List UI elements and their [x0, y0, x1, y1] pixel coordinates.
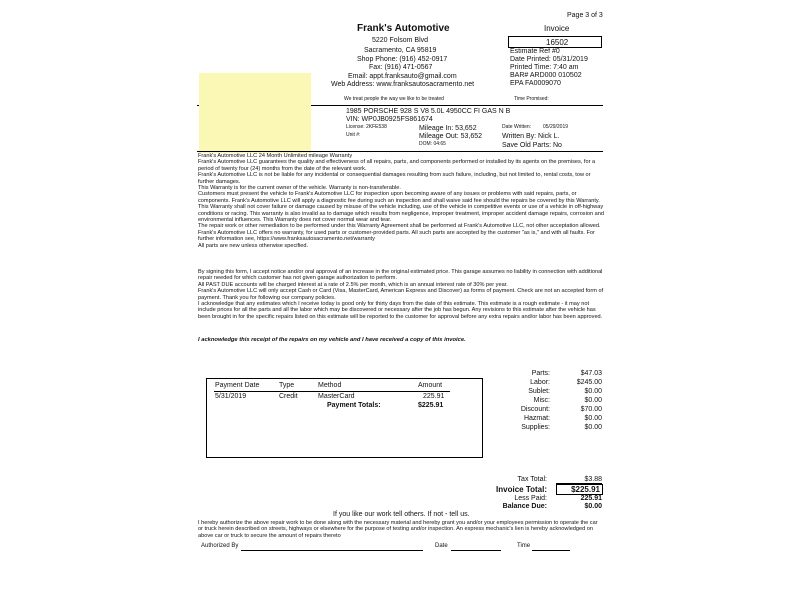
summary-label: Supplies: [521, 424, 550, 431]
payment-amount: 225.91 [423, 393, 445, 400]
warranty-line: Frank's Automotive LLC is not be liable for any incidental or consequential damages resulting from such failure, including, but not limited to, rental costs, tow or further damages. [198, 172, 591, 185]
authorize-repair-text: I hereby authorize the above repair work to be done along with the necessary material and hereby grant you and/or your employees permission to operate the car or truck herein described on streets, highways or elsewhere for the purpose of testing and/or inspection. An express mechanic's lien is hereby acknowledged on above car or truck to secure the amount of repairs thereto [198, 520, 598, 539]
date-written-label: Date Written: [502, 124, 532, 130]
summary-value: $70.00 [580, 406, 602, 413]
summary-value: $245.00 [576, 379, 602, 386]
payment-type-header: Type [279, 382, 295, 389]
warranty-line: This Warranty shall not cover failure or damage caused by misuse of the vehicle including, use of the vehicle in competitive events or use of a vehicle in off-highway conditions or racing. This warranty is also invalid as to damage which results from negligence, improper treatment, improper accident damage repairs, corrosion and environmental influences. This Warranty does not cover normal wear and tear. [198, 204, 604, 224]
summary-label: Hazmat: [523, 415, 550, 422]
payment-type: Credit [279, 393, 298, 400]
summary-value: $47.03 [580, 370, 602, 377]
less-paid-value: 225.91 [580, 495, 602, 502]
payment-date: 5/31/2019 [215, 393, 247, 400]
summary-value: $0.00 [584, 424, 602, 431]
less-paid-label: Less Paid: [514, 495, 547, 502]
authorized-by-line[interactable] [241, 550, 423, 551]
tell-others: If you like our work tell others. If not - tell us. [333, 511, 470, 518]
time-promised-label: Time Promised: [514, 96, 549, 102]
shop-address-line2: Sacramento, CA 95819 [364, 47, 437, 54]
page-number: Page 3 of 3 [567, 12, 603, 19]
vehicle-license: License: 2KFE538 [346, 124, 387, 130]
shop-website: Web Address: www.franksautosacramento.net [331, 81, 475, 88]
summary-label: Parts: [531, 370, 550, 377]
date-printed: Date Printed: 05/31/2019 [510, 56, 588, 63]
invoice-total-box [556, 484, 603, 495]
shop-tagline: We treat people the way we like to be treated [344, 96, 444, 102]
summary-value: $0.00 [584, 415, 602, 422]
mileage-out: Mileage Out: 53,652 [419, 133, 483, 140]
invoice-number-box [508, 36, 602, 48]
payment-totals-label: Payment Totals: [327, 402, 381, 409]
payment-amount-header: Amount [418, 382, 443, 389]
estimate-ref: Estimate Ref #0 [510, 48, 560, 55]
balance-due-label: Balance Due: [502, 503, 547, 510]
list-item [496, 379, 602, 387]
list-item [496, 406, 602, 414]
tax-total-label: Tax Total: [517, 476, 547, 483]
time-line[interactable] [532, 550, 570, 551]
list-item [496, 388, 602, 396]
invoice-number: 16502 [546, 38, 569, 47]
warranty-line: Frank's Automotive LLC offers no warranty, for used parts or customer-provided parts. All such parts are accepted by the customer "as is," and with all faults. For further information see, https://www.franksautosacramento.net/warranty [198, 229, 595, 243]
authorization-line: Frank's Automotive LLC will only accept Cash or Card (Visa, MasterCard, American Express and Discover) as forms of payment. Check are not an accepted form of payment. Thank you for following our company policies. [198, 288, 604, 301]
authorization-line: All PAST DUE accounts will be charged interest at a rate of 2.5% per month, which is an annual interest rate of 30% per year. [198, 281, 508, 288]
invoice-total-value: $225.91 [571, 485, 600, 494]
warranty-line: Frank's Automotive LLC guarantees the quality and effectiveness of all repairs, parts, and components performed or installed by its agents on the premises, for a period of twenty four (24) months from the date of the relevant work. [198, 159, 596, 172]
authorized-by-label: Authorized By [201, 543, 239, 549]
invoice-title: Invoice [544, 24, 570, 33]
list-item [496, 424, 602, 432]
shop-email: Email: appt.franksauto@gmail.com [348, 73, 457, 80]
payment-table [206, 378, 483, 458]
vehicle-description: 1985 PORSCHE 928 S V8 5.0L 4950CC FI GAS N B [346, 108, 511, 115]
summary-value: $0.00 [584, 388, 602, 395]
shop-fax: Fax: (916) 471-0567 [369, 64, 433, 71]
warranty-line: The repair work or other remediation to be performed under this Warranty Agreement shall be performed at Frank's Automotive LLC, not other acceptation allowed. [198, 223, 601, 230]
date-label: Date [435, 543, 448, 549]
shop-phone: Shop Phone: (916) 452-0917 [357, 56, 448, 63]
warranty-section [198, 153, 608, 249]
date-written: 05/29/2019 [543, 124, 569, 130]
warranty-line: Customers must present the vehicle to Frank's Automotive LLC for inspection upon becoming aware of any issues or problems with said repairs, parts, or components. Frank's Automotive LLC will apply a diagnostic fee during such an inspection and shall waive said fee should the repairs be covered by this Warranty. [198, 191, 600, 204]
summary-label: Sublet: [528, 388, 550, 395]
written-by: Written By: Nick L. [502, 133, 560, 140]
balance-due-value: $0.00 [584, 503, 602, 510]
list-item [496, 397, 602, 405]
time-printed: Printed Time: 7:40 am [510, 64, 579, 71]
payment-header-divider [214, 391, 450, 392]
warranty-line: This Warranty is for the current owner of the vehicle. Warranty is non-transferable. [198, 185, 401, 192]
authorization-line: I acknowledge that any estimates which I receive today is good only for thirty days from the date of this estimate. This estimate is a rough estimate - it may not include prices for all the parts and all the labor which may be discovered or necessary after the job has begun. Any revisions to this estimate after the vehicle has been brought in for the specific repairs listed on this estimate will be reported to the customer for approval before any extra repairs and/or labor has been approved. [198, 301, 603, 320]
invoice-total-label: Invoice Total: [496, 485, 547, 494]
time-label: Time [517, 543, 531, 549]
payment-totals-value: $225.91 [418, 402, 444, 409]
tax-total-value: $3.88 [584, 476, 602, 483]
mileage-in: Mileage In: 53,652 [419, 125, 477, 132]
save-old-parts: Save Old Parts: No [502, 142, 562, 149]
summary-value: $0.00 [584, 397, 602, 404]
summary-label: Labor: [530, 379, 550, 386]
vehicle-vin: VIN: WP0JB0925FS861674 [346, 116, 433, 123]
vehicle-unit: Unit #: [346, 132, 361, 138]
acknowledgement: I acknowledge this receipt of the repairs on my vehicle and I have received a copy of this invoice. [198, 337, 466, 343]
summary-label: Discount: [520, 406, 550, 413]
authorization-section [198, 269, 608, 320]
redacted-customer-info [199, 73, 311, 153]
payment-method-header: Method [318, 382, 342, 389]
list-item [496, 415, 602, 423]
date-line[interactable] [451, 550, 501, 551]
bar-number: BAR# ARD000 010502 [510, 72, 582, 79]
warranty-line: Frank's Automotive LLC 24 Month Unlimited mileage Warranty [198, 153, 353, 159]
payment-date-header: Payment Date [215, 382, 260, 389]
vehicle-divider [197, 151, 603, 152]
warranty-line: All parts are new unless otherwise specified. [198, 242, 309, 249]
summary-label: Misc: [533, 397, 550, 404]
shop-address-line1: 5220 Folsom Blvd [372, 37, 429, 44]
authorization-line: By signing this form, I accept notice and/or oral approval of an increase in the original estimated price. This garage assumes no liability in connection with additional repair needed for which customer has not given garage authorization to perform. [198, 269, 603, 282]
dom: DOM: 04:65 [419, 141, 446, 147]
payment-method: MasterCard [318, 393, 355, 400]
shop-name: Frank's Automotive [357, 23, 450, 34]
epa-number: EPA FA0009070 [510, 80, 561, 87]
list-item [496, 370, 602, 378]
